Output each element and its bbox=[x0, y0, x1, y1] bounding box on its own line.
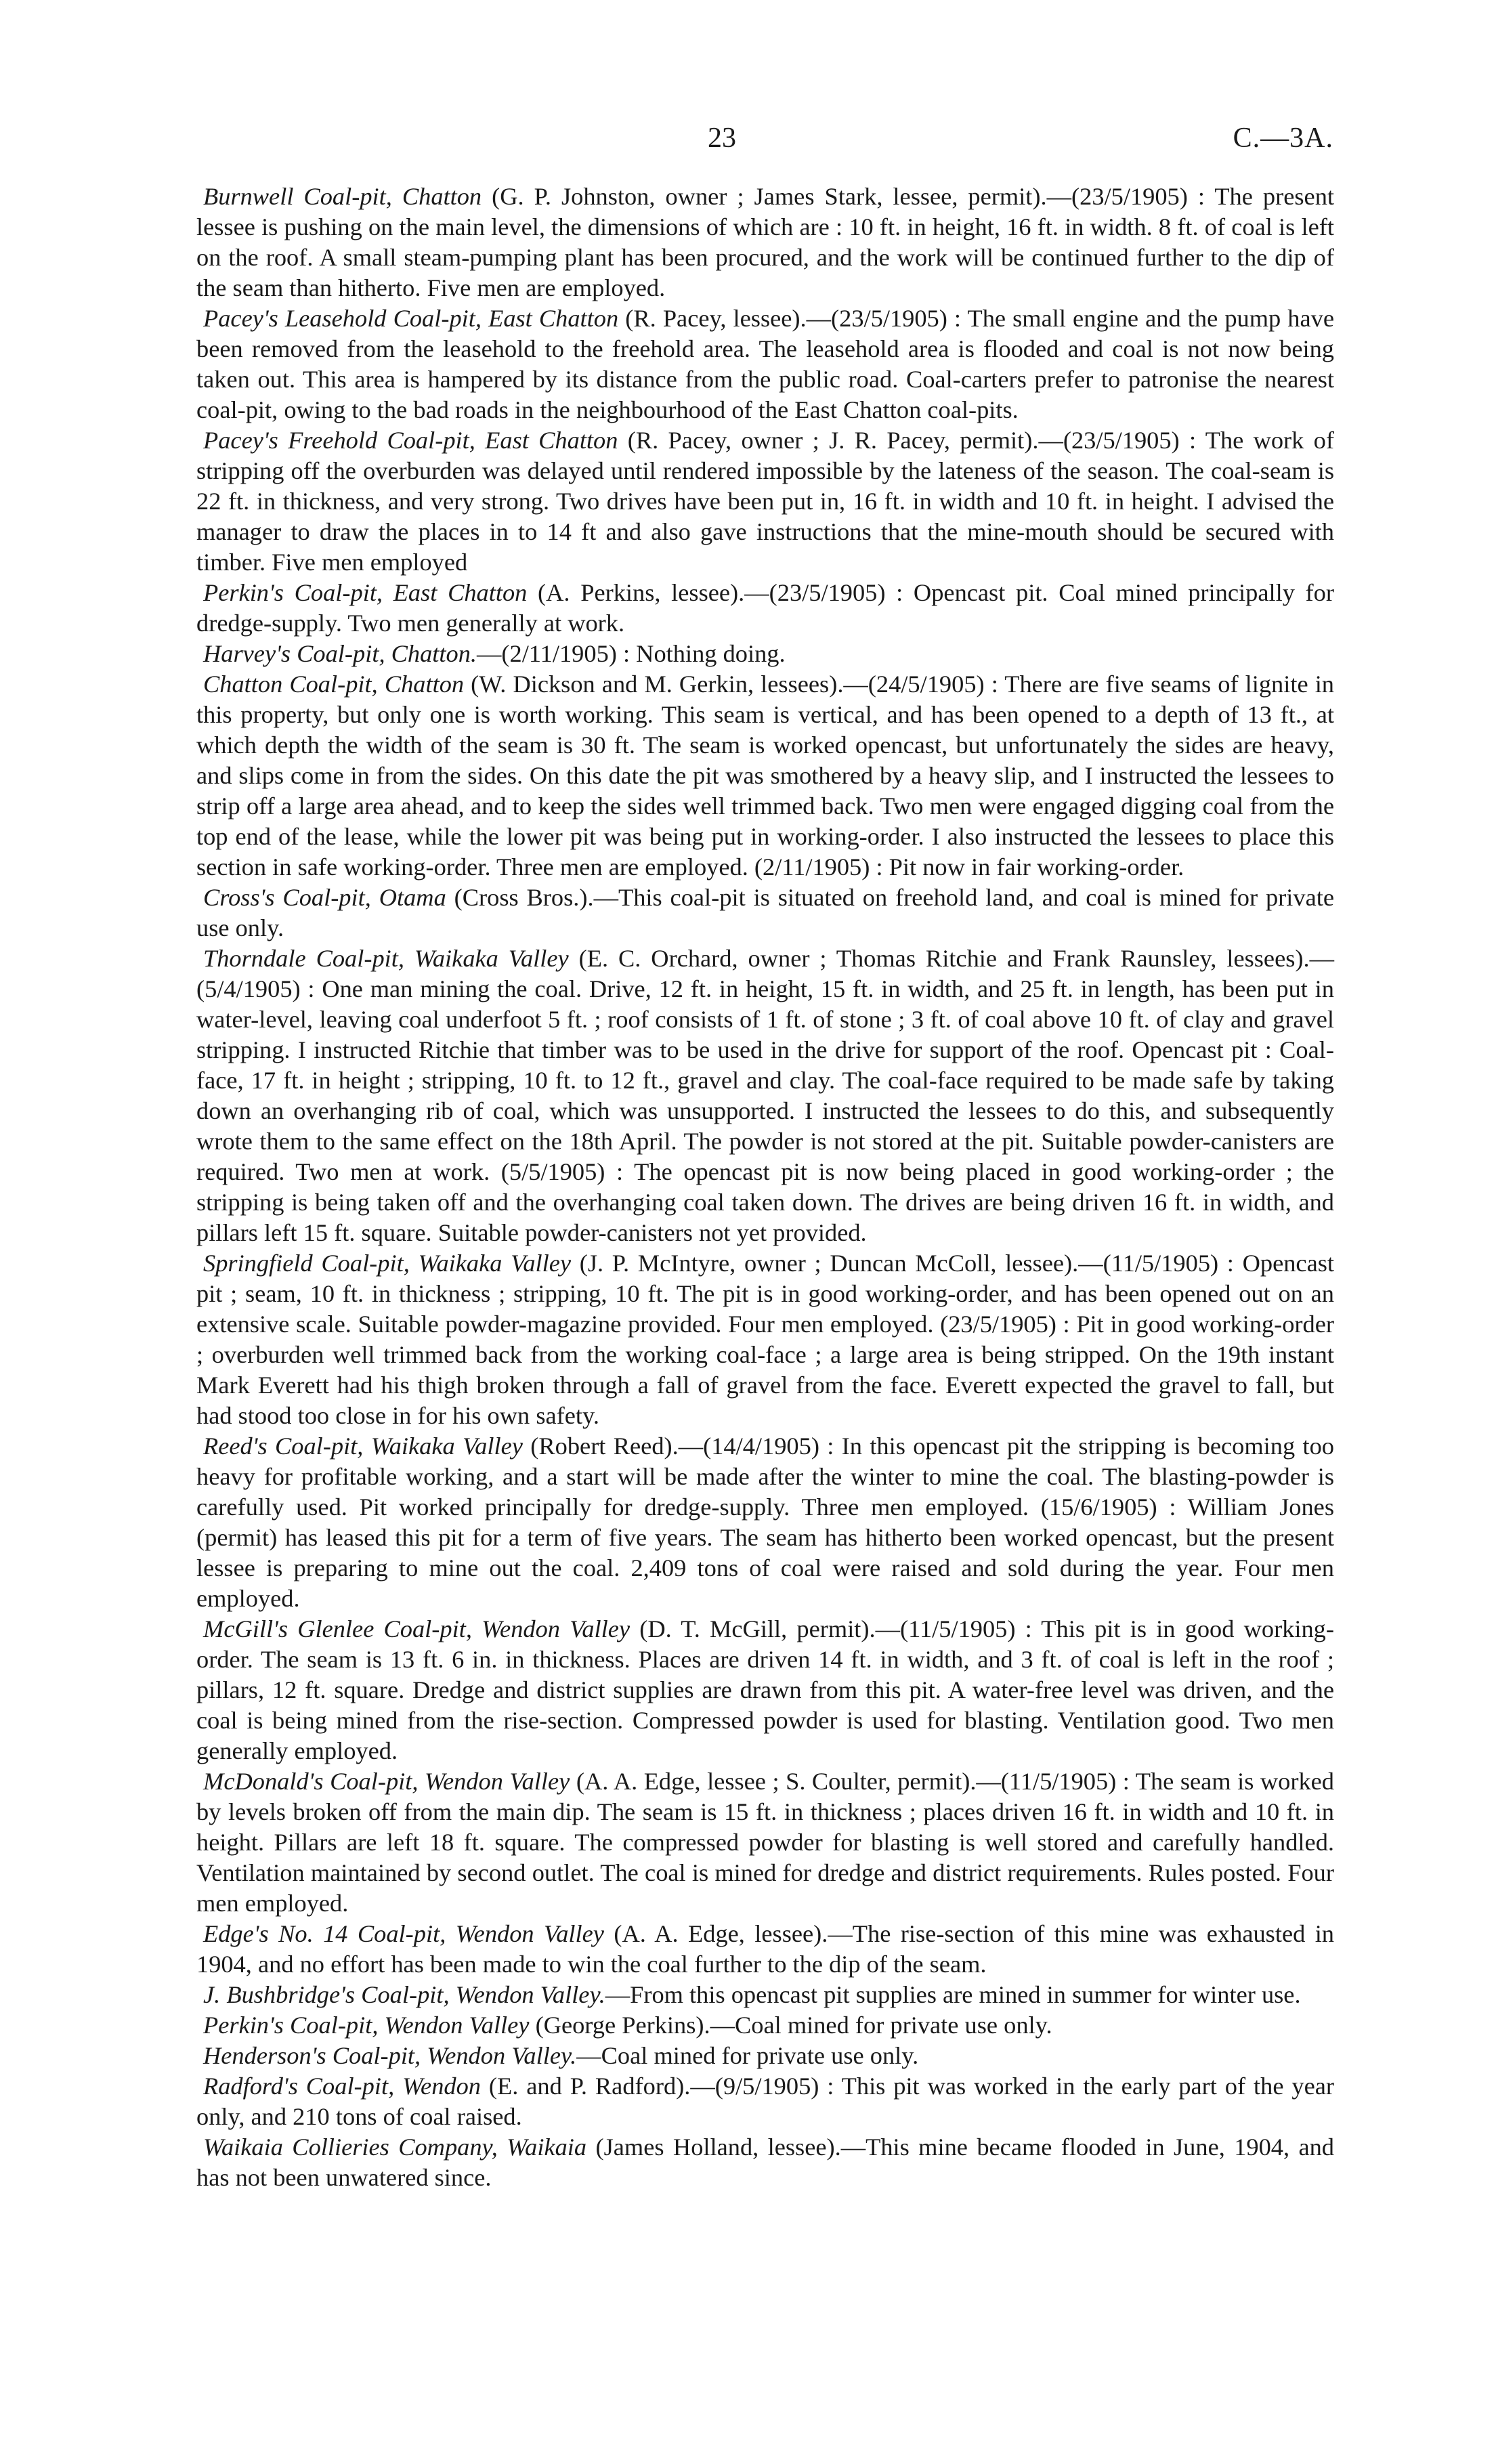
entry-title: Henderson's Coal-pit, Wendon Valley. bbox=[203, 2042, 577, 2069]
entry-title: Harvey's Coal-pit, Chatton. bbox=[203, 640, 477, 667]
page-number: 23 bbox=[708, 123, 736, 154]
entry-text: (A. A. Edge, lessee ; S. Coulter, permit).—(11/5/1905) : The seam is worked by levels broken off from the main dip. The seam is 15 ft. in thickness ; places driven 16 ft. in width and 10 ft. in height. Pillars are left 18 ft. square. The compressed powder for blasting is well stored and carefully handled. Ventilation maintained by second outlet. The coal is mined for dredge and district requirements. Rules posted. Four men employed. bbox=[196, 1768, 1335, 1917]
entry-text: (G. P. Johnston, owner ; James Stark, lessee, permit).—(23/5/1905) : The present lessee is pushing on the main level, the dimensions of which are : 10 ft. in height, 16 ft. in width. 8 ft. of coal is left on the roof. A small steam-pumping plant has been procured, and the work will be continued further to the dip of the seam than hitherto. Five men are employed. bbox=[196, 183, 1334, 301]
document-reference: C.—3A. bbox=[1233, 123, 1333, 154]
entry-title: J. Bushbridge's Coal-pit, Wendon Valley. bbox=[203, 1981, 605, 2008]
entry-harvey bbox=[196, 639, 1334, 669]
entry-text: (D. T. McGill, permit).—(11/5/1905) : This pit is in good working-order. The seam is 13 ft. 6 in. in thickness. Places are driven 14 ft. in width, and 3 ft. of coal is left in the roof ; pillars, 12 ft. square. Dredge and district supplies are drawn from this pit. A water-free level was driven, and the coal is being mined from the rise-section. Compressed powder is used for blasting. Ventilation good. Two men generally employed. bbox=[196, 1615, 1334, 1764]
entry-henderson bbox=[196, 2041, 1334, 2071]
entry-radford bbox=[196, 2071, 1334, 2132]
entry-title: Edge's No. 14 Coal-pit, Wendon Valley bbox=[203, 1920, 604, 1947]
entry-text: (Cross Bros.).—This coal-pit is situated on freehold land, and coal is mined for private use only. bbox=[196, 884, 1334, 941]
entry-text: (R. Pacey, lessee).—(23/5/1905) : The small engine and the pump have been removed from the leasehold to the freehold area. The leasehold area is flooded and coal is not now being taken out. This area is hampered by its distance from the public road. Coal-carters prefer to patronise the nearest coal-pit, owing to the bad roads in the neighbourhood of the East Chatton coal-pits. bbox=[196, 305, 1334, 423]
entry-text: —Coal mined for private use only. bbox=[576, 2042, 919, 2069]
entry-text: (A. Perkins, lessee).—(23/5/1905) : Opencast pit. Coal mined principally for dredge-supply. Two men generally at work. bbox=[196, 579, 1334, 637]
entry-title: Chatton Coal-pit, Chatton bbox=[203, 671, 465, 698]
entry-springfield bbox=[196, 1248, 1334, 1431]
entry-title: Reed's Coal-pit, Waikaka Valley bbox=[203, 1432, 523, 1460]
entry-text: (George Perkins).—Coal mined for private use only. bbox=[529, 2012, 1052, 2039]
entry-text: (J. P. McIntyre, owner ; Duncan McColl, lessee).—(11/5/1905) : Opencast pit ; seam, 10 ft. in thickness ; stripping, 10 ft. The pit is in good working-order, and has been opened out on an extensive scale. Suitable powder-magazine provided. Four men employed. (23/5/1905) : Pit in good working-order ; overburden well trimmed back from the working coal-face ; a large area is being stripped. On the 19th instant Mark Everett had his thigh broken through a fall of gravel from the face. Everett expected the gravel to fall, but had stood too close in for his own safety. bbox=[196, 1250, 1334, 1429]
entry-mcdonald bbox=[196, 1766, 1334, 1919]
entry-perkin-wendon bbox=[196, 2010, 1334, 2041]
entry-text: —(2/11/1905) : Nothing doing. bbox=[477, 640, 786, 667]
entry-title: Pacey's Freehold Coal-pit, East Chatton bbox=[203, 427, 618, 454]
entry-waikaia bbox=[196, 2132, 1334, 2193]
entry-chatton bbox=[196, 669, 1334, 883]
entry-title: Thorndale Coal-pit, Waikaka Valley bbox=[203, 945, 569, 972]
entry-text: (Robert Reed).—(14/4/1905) : In this opencast pit the stripping is becoming too heavy for profitable working, and a start will be made after the winter to mine the coal. The blasting-powder is carefully used. Pit worked principally for dredge-supply. Three men employed. (15/6/1905) : William Jones (permit) has leased this pit for a term of five years. The seam has hitherto been worked opencast, but the present lessee is preparing to mine out the coal. 2,409 tons of coal were raised and sold during the year. Four men employed. bbox=[196, 1432, 1334, 1612]
entry-pacey-freehold bbox=[196, 425, 1334, 578]
entry-bushbridge bbox=[196, 1980, 1334, 2010]
entry-title: Burnwell Coal-pit, Chatton bbox=[203, 183, 482, 210]
entry-burnwell bbox=[196, 182, 1334, 303]
entry-text: (E. and P. Radford).—(9/5/1905) : This pit was worked in the early part of the year only, and 210 tons of coal raised. bbox=[196, 2073, 1334, 2130]
entry-title: Cross's Coal-pit, Otama bbox=[203, 884, 446, 911]
entry-title: Perkin's Coal-pit, Wendon Valley bbox=[203, 2012, 530, 2039]
entry-reed bbox=[196, 1431, 1334, 1614]
entry-title: Waikaia Collieries Company, Waikaia bbox=[203, 2133, 587, 2161]
entry-title: Perkin's Coal-pit, East Chatton bbox=[203, 579, 528, 606]
entry-text: (A. A. Edge, lessee).—The rise-section of this mine was exhausted in 1904, and no effort has been made to win the coal further to the dip of the seam. bbox=[196, 1920, 1335, 1978]
page-header bbox=[0, 122, 1496, 163]
entry-text: —From this opencast pit supplies are mined in summer for winter use. bbox=[605, 1981, 1301, 2008]
entry-title: McDonald's Coal-pit, Wendon Valley bbox=[203, 1768, 570, 1795]
entry-title: Radford's Coal-pit, Wendon bbox=[203, 2073, 481, 2100]
entry-text: (E. C. Orchard, owner ; Thomas Ritchie and Frank Raunsley, lessees).—(5/4/1905) : One man mining the coal. Drive, 12 ft. in height, 15 ft. in width, and 25 ft. in length, has been put in water-level, leaving coal underfoot 5 ft. ; roof consists of 1 ft. of stone ; 3 ft. of coal above 10 ft. of clay and gravel stripping. I instructed Ritchie that timber was to be used in the drive for support of the roof. Opencast pit : Coal-face, 17 ft. in height ; stripping, 10 ft. to 12 ft., gravel and clay. The coal-face required to be made safe by taking down an overhanging rib of coal, which was unsupported. I instructed the lessees to do this, and subsequently wrote them to the same effect on the 18th April. The powder is not stored at the pit. Suitable powder-canisters are required. Two men at work. (5/5/1905) : The opencast pit is now being placed in good working-order ; the stripping is being taken off and the overhanging coal taken down. The drives are being driven 16 ft. in width, and pillars left 15 ft. square. Suitable powder-canisters not yet provided. bbox=[196, 945, 1334, 1246]
entry-pacey-leasehold bbox=[196, 303, 1334, 425]
report-body bbox=[196, 182, 1334, 2193]
entry-edge bbox=[196, 1919, 1334, 1980]
entry-text: (W. Dickson and M. Gerkin, lessees).—(24/5/1905) : There are five seams of lignite in this property, but only one is worth working. This seam is vertical, and has been opened to a depth of 13 ft., at which depth the width of the seam is 30 ft. The seam is worked opencast, but unfortunately the sides are heavy, and slips come in from the sides. On this date the pit was smothered by a heavy slip, and I instructed the lessees to strip off a large area ahead, and to keep the sides well trimmed back. Two men were engaged digging coal from the top end of the lease, while the lower pit was being put in working-order. I also instructed the lessees to place this section in safe working-order. Three men are employed. (2/11/1905) : Pit now in fair working-order. bbox=[196, 671, 1334, 880]
entry-thorndale bbox=[196, 943, 1334, 1248]
entry-text: (James Holland, lessee).—This mine became flooded in June, 1904, and has not been unwatered since. bbox=[196, 2133, 1334, 2191]
entry-perkin-east-chatton bbox=[196, 578, 1334, 639]
entry-title: McGill's Glenlee Coal-pit, Wendon Valley bbox=[203, 1615, 631, 1642]
entry-title: Pacey's Leasehold Coal-pit, East Chatton bbox=[203, 305, 619, 332]
entry-title: Springfield Coal-pit, Waikaka Valley bbox=[203, 1250, 572, 1277]
entry-mcgill bbox=[196, 1614, 1334, 1766]
entry-text: (R. Pacey, owner ; J. R. Pacey, permit).—(23/5/1905) : The work of stripping off the overburden was delayed until rendered impossible by the lateness of the season. The coal-seam is 22 ft. in thickness, and very strong. Two drives have been put in, 16 ft. in width and 10 ft. in height. I advised the manager to draw the places in to 14 ft and also gave instructions that the mine-mouth should be secured with timber. Five men employed bbox=[196, 427, 1334, 576]
entry-cross bbox=[196, 883, 1334, 943]
